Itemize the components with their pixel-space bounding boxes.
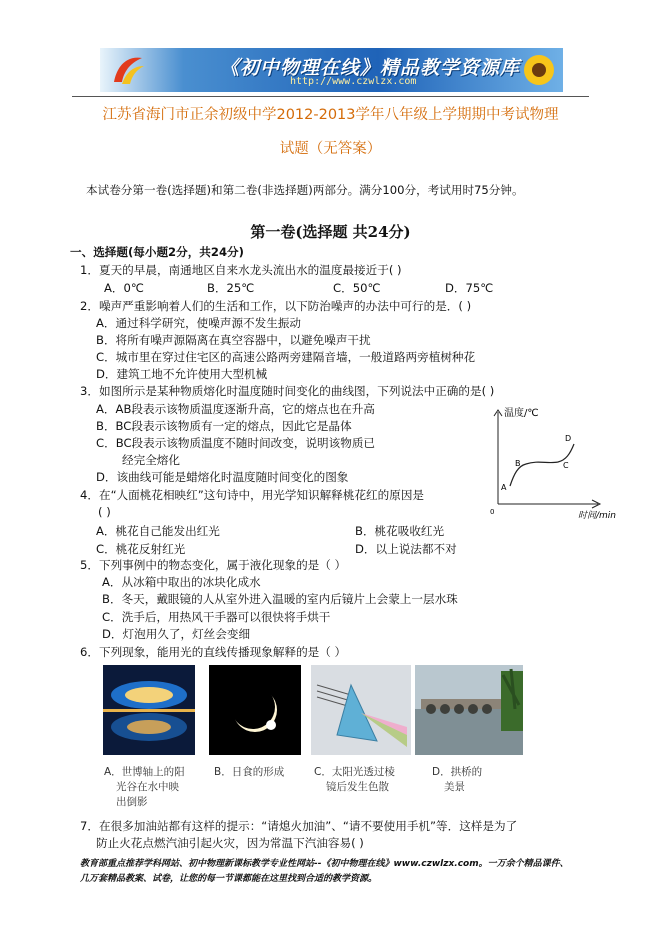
q1-option-a: A．0℃ <box>104 281 144 295</box>
q5-option-a: A．从冰箱中取出的冰块化成水 <box>102 575 261 589</box>
q4-option-d: D．以上说法都不对 <box>355 542 457 556</box>
caption-a: A．世博轴上的阳 光谷在水中映 出倒影 <box>104 766 185 808</box>
q3-stem: 3．如图所示是某种物质熔化时温度随时间变化的曲线图，下列说法中正确的是( ) <box>80 384 495 398</box>
q7-line2: 防止火花点燃汽油引起火灾，因为常温下汽油容易( ) <box>96 836 364 850</box>
q3-option-c-line2: 经完全熔化 <box>122 453 180 467</box>
q5-option-b: B．冬天，戴眼镜的人从室外进入温暖的室内后镜片上会蒙上一层水珠 <box>102 592 458 606</box>
paper-title-line1: 江苏省海门市正余初级中学2012-2013学年八年级上学期期中考试物理 <box>102 107 559 123</box>
caption-c: C．太阳光透过棱 镜后发生色散 <box>314 766 395 793</box>
q4-option-c: C．桃花反射红光 <box>96 542 186 556</box>
q6-stem: 6．下列现象，能用光的直线传播现象解释的是（ ） <box>80 645 347 659</box>
logo-icon <box>108 52 148 88</box>
part-title: 一、选择题(每小题2分，共24分) <box>70 245 244 259</box>
q3-option-d: D．该曲线可能是蜡熔化时温度随时间变化的图象 <box>96 470 349 484</box>
q2-option-b: B．将所有噪声源隔离在真空容器中，以避免噪声干扰 <box>96 333 371 347</box>
expo-axis-reflection-image <box>103 665 195 755</box>
paper-title-line2: 试题（无答案） <box>279 141 382 157</box>
arch-bridge-image <box>415 665 523 755</box>
q2-option-c: C．城市里在穿过住宅区的高速公路两旁建隔音墙，一般道路两旁植树种花 <box>96 350 476 364</box>
q3-option-b: B．BC段表示该物质有一定的熔点，因此它是晶体 <box>96 419 352 433</box>
intro-text: 本试卷分第一卷(选择题)和第二卷(非选择题)两部分。满分100分，考试用时75分钟。 <box>86 183 524 197</box>
q3-option-a: A．AB段表示该物质温度逐渐升高，它的熔点也在升高 <box>96 402 375 416</box>
prism-dispersion-image <box>311 665 411 755</box>
q4-stem-line2: ( ) <box>98 505 111 519</box>
site-banner <box>100 48 563 92</box>
q2-option-d: D．建筑工地不允许使用大型机械 <box>96 367 268 381</box>
graph-point-c: C <box>563 461 569 470</box>
q4-option-a: A．桃花自己能发出红光 <box>96 524 220 538</box>
q1-option-d: D．75℃ <box>445 281 494 295</box>
q5-option-d: D．灯泡用久了，灯丝会变细 <box>102 627 251 641</box>
solar-eclipse-image <box>209 665 301 755</box>
melting-curve-graph <box>488 404 616 522</box>
graph-y-label: 温度/℃ <box>504 408 539 419</box>
q1-option-b: B．25℃ <box>207 281 255 295</box>
caption-b: B．日食的形成 <box>214 766 285 778</box>
caption-d: D．拱桥的 美景 <box>432 766 483 793</box>
q1-stem: 1．夏天的早晨，南通地区自来水龙头流出水的温度最接近于( ) <box>80 263 402 277</box>
banner-url[interactable]: http://www.czwlzx.com <box>290 76 417 87</box>
banner-title: 《初中物理在线》精品教学资源库 <box>220 57 521 79</box>
footer-line1: 教育部重点推荐学科网站、初中物理新课标教学专业性网站--《初中物理在线》www.czwlzx.com。一万余个精品课件、 <box>80 859 569 869</box>
q4-stem-line1: 4．在“人面桃花相映红”这句诗中，用光学知识解释桃花红的原因是 <box>80 488 425 502</box>
q3-option-c-line1: C．BC段表示该物质温度不随时间改变，说明该物质已 <box>96 436 376 450</box>
q2-option-a: A．通过科学研究，使噪声源不发生振动 <box>96 316 302 330</box>
q4-option-b: B．桃花吸收红光 <box>355 524 445 538</box>
q5-stem: 5．下列事例中的物态变化，属于液化现象的是（ ） <box>80 558 347 572</box>
graph-x-label: 时间/min <box>578 511 616 521</box>
q7-line1: 7．在很多加油站都有这样的提示：“请熄火加油”、“请不要使用手机”等．这样是为了 <box>80 819 518 833</box>
sunflower-icon <box>521 52 557 88</box>
footer-line2: 几万套精品教案、试卷，让您的每一节课都能在这里找到合适的教学资源。 <box>80 874 378 884</box>
section-title: 第一卷(选择题 共24分) <box>250 223 411 241</box>
graph-point-a: A <box>501 483 507 492</box>
q1-option-c: C．50℃ <box>333 281 381 295</box>
q5-option-c: C．洗手后，用热风干手器可以很快将手烘干 <box>102 610 331 624</box>
q2-stem: 2．噪声严重影响着人们的生活和工作，以下防治噪声的办法中可行的是．( ) <box>80 299 472 313</box>
graph-point-d: D <box>565 434 572 443</box>
graph-point-b: B <box>515 459 521 468</box>
header-divider <box>72 96 589 97</box>
graph-origin: 0 <box>490 508 495 516</box>
